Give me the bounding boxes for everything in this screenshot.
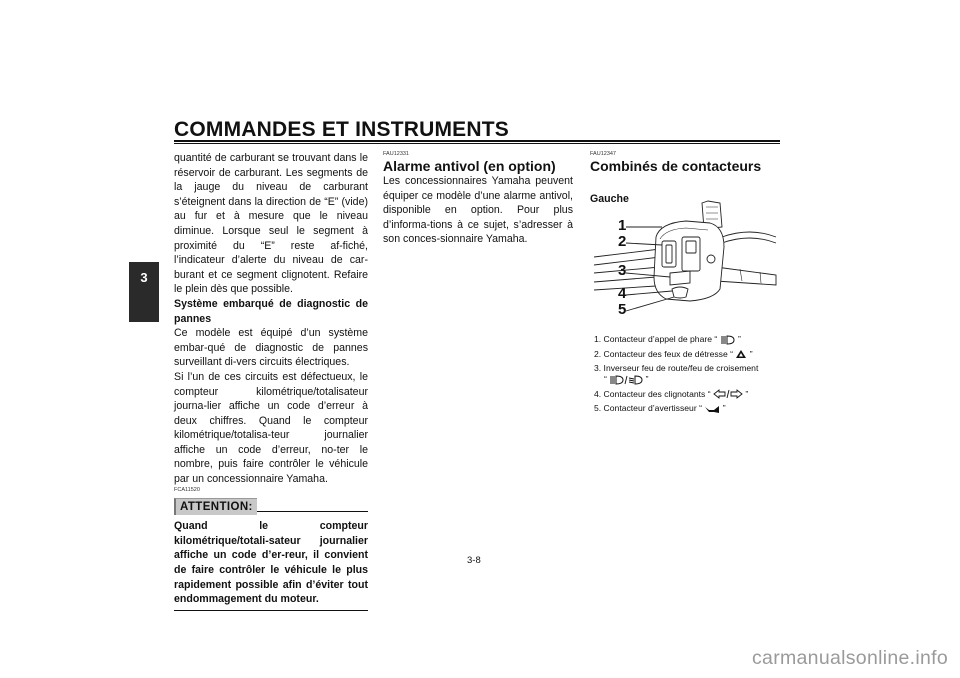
legend-item: 4. Contacteur des clignotants “ ” [594,388,749,399]
header-rule [174,140,780,142]
header-rule-thin [174,143,780,144]
watermark: carmanualsonline.info [752,647,948,669]
attention-box [174,498,368,611]
section-heading-switches: Combinés de contacteurs [590,158,762,174]
callout-4: 4 [618,285,627,302]
alarm-paragraph: Les concessionnaires Yamaha peuvent équiper ce modèle d’une alarme antivol, disponible en option. Pour plus d’informa-tions à ce sujet, s’adresser à son conces-sionnaire Yamaha. [383,175,573,246]
diagnostic-paragraph: Ce modèle est équipé d’un système embar-qué de diagnostic de pannes surveillant di-vers circuits électriques. [174,327,368,369]
high-low-beam-icon [609,375,643,385]
legend-item: 2. Contacteur des feux de détresse “ ” [594,348,753,359]
turn-signal-icon [713,389,743,399]
reference-code: FAU12347 [590,151,616,157]
horn-icon [704,404,720,414]
section-heading-alarm: Alarme antivol (en option) [383,158,556,174]
attention-text: Quand le compteur kilométrique/totali-sateur journalier affiche un code d’er-reur, il convient de faire contrôler le véhicule le plus rapidement possible afin d’éviter tout endommagement du moteur. [174,520,368,606]
hazard-icon [735,349,747,359]
figure-label: Gauche [590,193,629,205]
callout-2: 2 [618,233,627,250]
figure-legend [594,334,784,418]
legend-item: 3. Inverseur feu de route/feu de croisement “ ” [594,363,759,384]
legend-item: 1. Contacteur d’appel de phare “ ” [594,334,741,344]
reference-code: FCA11520 [174,486,200,493]
error-code-paragraph: Si l’un de ces circuits est défectueux, le compteur kilométrique/totalisateur journa-lier affiche un code d’erreur à deux chiffres. Quand le compteur kilométrique/totalisa-teur journalier affiche un code d’erreur, no-ter le nombre, puis faire contrôler le véhicule par un concessionnaire Yamaha. [174,370,368,486]
headlight-icon [720,335,736,345]
page-title: COMMANDES ET INSTRUMENTS [174,118,509,141]
diagnostic-subheading: Système embarqué de diagnostic de pannes [174,297,368,325]
attention-label: ATTENTION: [174,498,257,516]
callout-5: 5 [618,301,627,318]
chapter-tab: 3 [129,262,159,322]
fuel-gauge-paragraph: quantité de carburant se trouvant dans le réservoir de carburant. Les segments de la jauge du niveau de carburant s’éteignent dans la direction de “E” (vide) au fur et à mesure que le niveau diminue. Lorsque seul le segment à proximité du “E” reste af-fiché, l’indicateur d’alerte du niveau de car-burant et ce segment clignotent. Refaire le plein dès que possible. [174,152,368,296]
reference-code: FAU12331 [383,151,409,157]
callout-3: 3 [618,262,627,279]
legend-item: 5. Contacteur d’avertisseur “ ” [594,403,726,413]
callout-1: 1 [618,217,627,234]
column-middle [383,151,573,247]
page-number: 3-8 [467,555,481,566]
column-left [174,151,368,611]
